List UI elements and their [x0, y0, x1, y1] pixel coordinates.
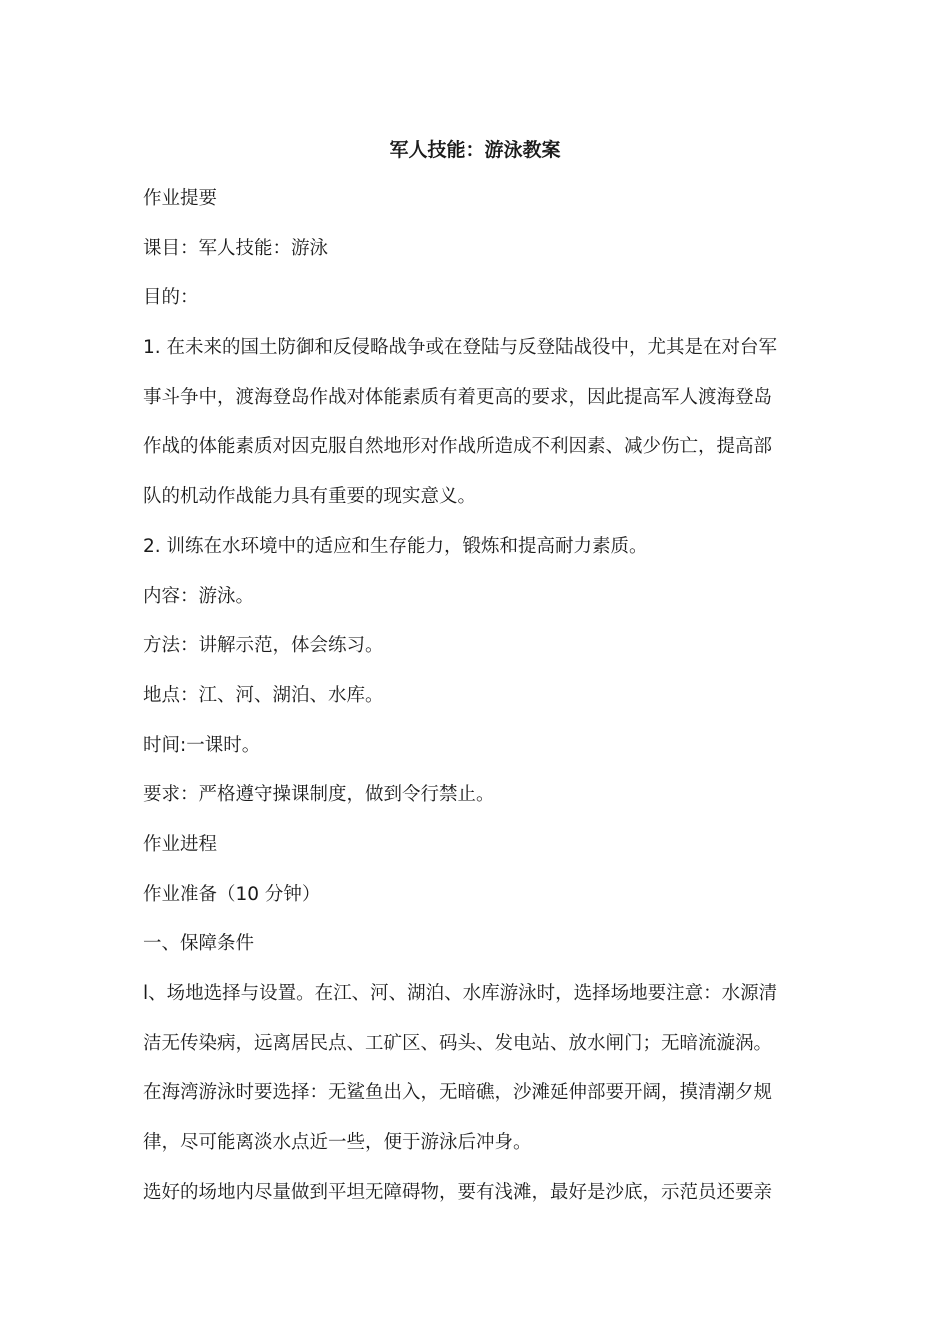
text-line: 洁无传染病，远离居民点、工矿区、码头、发电站、放水闸门；无暗流漩涡。: [143, 1032, 773, 1054]
text-line: 2. 训练在水环境中的适应和生存能力，锻炼和提高耐力素质。: [143, 535, 648, 557]
text-line: 律，尽可能离淡水点近一些，便于游泳后冲身。: [143, 1132, 532, 1154]
document-body: [143, 185, 807, 1228]
text-line: 作业准备（10 分钟）: [143, 883, 321, 905]
text-line: 时间:一课时。: [143, 734, 261, 756]
text-line: 地点：江、河、湖泊、水库。: [143, 684, 384, 706]
text-line: 选好的场地内尽量做到平坦无障碍物，要有浅滩，最好是沙底，示范员还要亲: [143, 1181, 773, 1203]
text-line: 作战的体能素质对因克服自然地形对作战所造成不利因素、减少伤亡，提高部: [143, 436, 773, 458]
document-title: 军人技能：游泳教案: [389, 139, 561, 161]
text-line: 一、保障条件: [143, 933, 255, 955]
text-line: 要求：严格遵守操课制度，做到令行禁止。: [143, 784, 495, 806]
text-line: 事斗争中，渡海登岛作战对体能素质有着更高的要求，因此提高军人渡海登岛: [143, 386, 773, 408]
text-line: 队的机动作战能力具有重要的现实意义。: [143, 486, 477, 508]
text-line: 内容：游泳。: [143, 585, 255, 607]
text-line: 方法：讲解示范，体会练习。: [143, 635, 384, 657]
text-line: 作业提要: [143, 188, 218, 209]
text-line: 1. 在未来的国土防御和反侵略战争或在登陆与反登陆战役中，尤其是在对台军: [143, 337, 778, 359]
text-line: l、场地选择与设置。在江、河、湖泊、水库游泳时，选择场地要注意：水源清: [143, 983, 778, 1004]
text-line: 在海湾游泳时要选择：无鲨鱼出入，无暗礁，沙滩延伸部要开阔，摸清潮夕规: [143, 1082, 773, 1104]
text-line: 课目：军人技能：游泳: [143, 237, 329, 259]
text-line: 作业进程: [143, 833, 218, 855]
text-line: 目的：: [143, 287, 199, 309]
